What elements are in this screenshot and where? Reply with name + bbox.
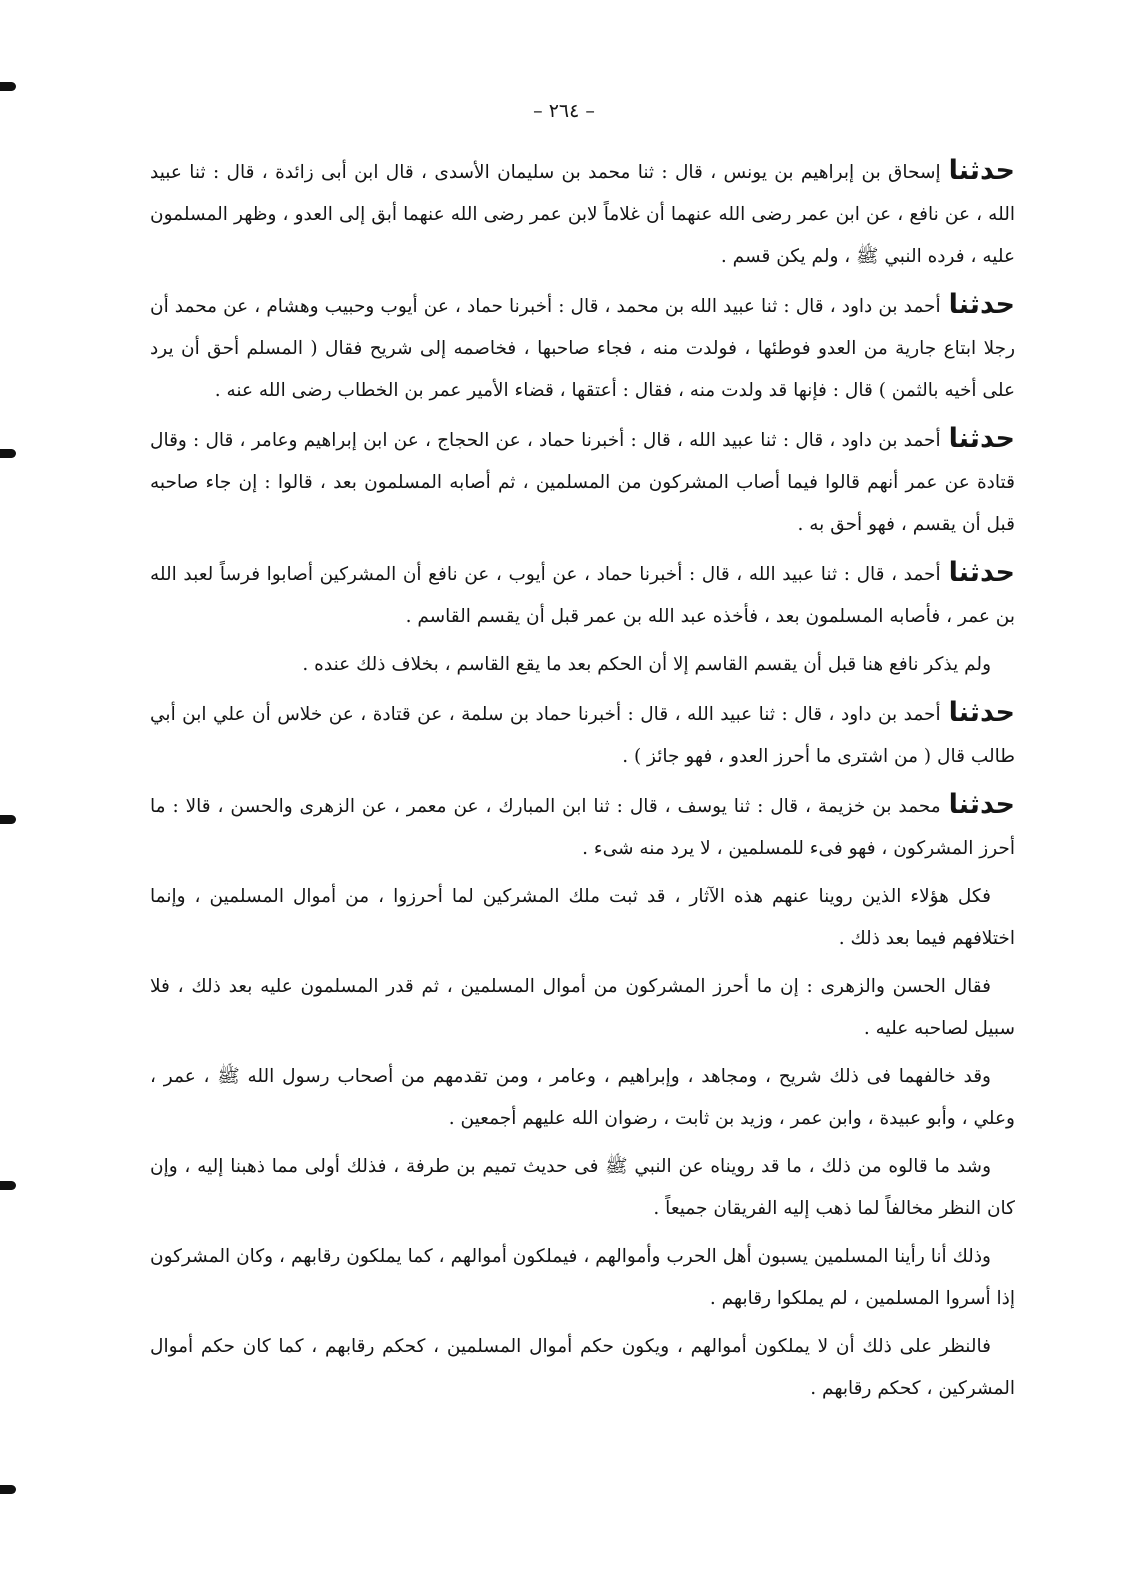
commentary-paragraph-5 bbox=[150, 644, 1015, 686]
page-text-body bbox=[150, 150, 1015, 1550]
paragraph-text: أحمد بن داود ، قال : ثنا عبيد الله ، قال : أخبرنا حماد ، عن الحجاج ، عن ابن إبراهيم وعامر ، قال : وقال قتادة عن عمر أنهم قالوا فيما أصاب المشركون من المسلمين ، ثم أصابه المسلمون بعد ، قالوا : إن جاء صاحبه قبل أن يقسم ، فهو أحق به . bbox=[150, 430, 1015, 535]
scan-edge-mark bbox=[0, 815, 16, 824]
paragraph-text: ولم يذكر نافع هنا قبل أن يقسم القاسم إلا أن الحكم بعد ما يقع القاسم ، بخلاف ذلك عنده . bbox=[302, 654, 991, 675]
commentary-paragraph-8 bbox=[150, 876, 1015, 960]
paragraph-text: أحمد بن داود ، قال : ثنا عبيد الله ، قال : أخبرنا حماد بن سلمة ، عن قتادة ، عن خلاس أن علي ابن أبي طالب قال ( من اشترى ما أحرز العدو ، فهو جائز ) . bbox=[150, 704, 1015, 767]
hadith-lead-word: حدثنا bbox=[948, 789, 1015, 820]
hadith-paragraph-3 bbox=[150, 418, 1015, 546]
paragraph-text: أحمد بن داود ، قال : ثنا عبيد الله بن محمد ، قال : أخبرنا حماد ، عن أيوب وحبيب وهشام ، عن محمد أن رجلا ابتاع جارية من العدو فوطئها ، فولدت منه ، فجاء صاحبها ، فخاصمه إلى شريح فقال ( المسلم أحق أن يرد على أخيه بالثمن ) قال : فإنها قد ولدت منه ، فقال : أعتقها ، قضاء الأمير عمر بن الخطاب رضى الله عنه . bbox=[150, 296, 1015, 401]
paragraph-text: وشد ما قالوه من ذلك ، ما قد رويناه عن النبي ﷺ فى حديث تميم بن طرفة ، فذلك أولى مما ذهبنا إليه ، وإن كان النظر مخالفاً لما ذهب إليه الفريقان جميعاً . bbox=[150, 1156, 1015, 1219]
paragraph-text: فالنظر على ذلك أن لا يملكون أموالهم ، ويكون حكم أموال المسلمين ، كحكم رقابهم ، كما كان حكم أموال المشركين ، كحكم رقابهم . bbox=[150, 1336, 1015, 1399]
page-number: – ٢٦٤ – bbox=[533, 100, 595, 122]
hadith-lead-word: حدثنا bbox=[948, 423, 1015, 454]
commentary-paragraph-9 bbox=[150, 966, 1015, 1050]
hadith-paragraph-4 bbox=[150, 552, 1015, 638]
hadith-paragraph-2 bbox=[150, 284, 1015, 412]
paragraph-text: وقد خالفهما فى ذلك شريح ، ومجاهد ، وإبراهيم ، وعامر ، ومن تقدمهم من أصحاب رسول الله ﷺ ، عمر ، وعلي ، وأبو عبيدة ، وابن عمر ، وزيد بن ثابت ، رضوان الله عليهم أجمعين . bbox=[150, 1066, 1015, 1129]
paragraph-text: وذلك أنا رأينا المسلمين يسبون أهل الحرب وأموالهم ، فيملكون أموالهم ، كما يملكون رقابهم ، وكان المشركون إذا أسروا المسلمين ، لم يملكوا رقابهم . bbox=[150, 1246, 1015, 1309]
hadith-lead-word: حدثنا bbox=[948, 697, 1015, 728]
paragraph-text: أحمد ، قال : ثنا عبيد الله ، قال : أخبرنا حماد ، عن أيوب ، عن نافع أن المشركين أصابوا فرساً لعبد الله بن عمر ، فأصابه المسلمون بعد ، فأخذه عبد الله بن عمر قبل أن يقسم القاسم . bbox=[150, 564, 1015, 627]
hadith-paragraph-7 bbox=[150, 784, 1015, 870]
hadith-paragraph-6 bbox=[150, 692, 1015, 778]
hadith-paragraph-1 bbox=[150, 150, 1015, 278]
paragraph-text: إسحاق بن إبراهيم بن يونس ، قال : ثنا محمد بن سليمان الأسدى ، قال ابن أبى زائدة ، قال : ثنا عبيد الله ، عن نافع ، عن ابن عمر رضى الله عنهما أن غلاماً لابن عمر رضى الله عنهما أبق إلى العدو ، وظهر المسلمون عليه ، فرده النبي ﷺ ، ولم يكن قسم . bbox=[150, 162, 1015, 267]
scan-edge-mark bbox=[0, 82, 16, 91]
paragraph-text: فكل هؤلاء الذين روينا عنهم هذه الآثار ، قد ثبت ملك المشركين لما أحرزوا ، من أموال المسلمين ، وإنما اختلافهم فيما بعد ذلك . bbox=[150, 886, 1015, 949]
scan-edge-mark bbox=[0, 449, 16, 458]
scan-edge-mark bbox=[0, 1485, 16, 1494]
commentary-paragraph-10 bbox=[150, 1056, 1015, 1140]
commentary-paragraph-11 bbox=[150, 1146, 1015, 1230]
hadith-lead-word: حدثنا bbox=[948, 155, 1015, 186]
commentary-paragraph-12 bbox=[150, 1236, 1015, 1320]
paragraph-text: فقال الحسن والزهرى : إن ما أحرز المشركون من أموال المسلمين ، ثم قدر المسلمون عليه بعد ذلك ، فلا سبيل لصاحبه عليه . bbox=[150, 976, 1015, 1039]
paragraph-text: محمد بن خزيمة ، قال : ثنا يوسف ، قال : ثنا ابن المبارك ، عن معمر ، عن الزهرى والحسن ، قالا : ما أحرز المشركون ، فهو فىء للمسلمين ، لا يرد منه شىء . bbox=[150, 796, 1015, 859]
hadith-lead-word: حدثنا bbox=[948, 557, 1015, 588]
commentary-paragraph-13 bbox=[150, 1326, 1015, 1410]
hadith-lead-word: حدثنا bbox=[948, 289, 1015, 320]
scan-edge-mark bbox=[0, 1181, 16, 1190]
